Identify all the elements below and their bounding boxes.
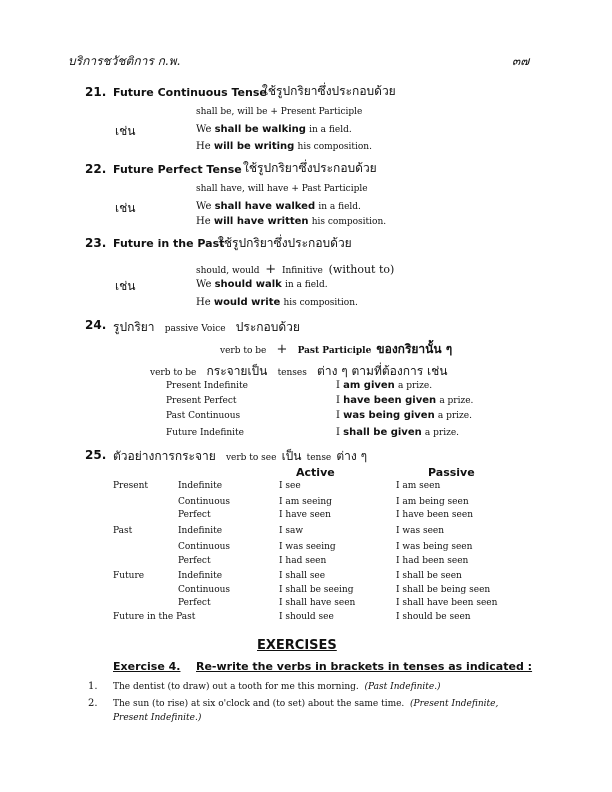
exercise-4-instructions: Re-write the verbs in brackets in tenses as indicated : [196, 660, 533, 673]
section-22-example-2: He will have written his composition. [196, 216, 387, 227]
table-passive: I was being seen [396, 542, 473, 552]
table-tense: Indefinite [178, 481, 223, 491]
section-24-conjugation-note: verb to be กระจายเป็น tenses ต่าง ๆ ตามที่ต้องการ เช่น [150, 364, 448, 378]
table-passive: I had been seen [396, 556, 469, 566]
table-group: Past [113, 526, 133, 536]
table-active: I was seeing [279, 542, 336, 552]
table-tense: Continuous [178, 542, 231, 552]
section-21-formula: shall be, will be + Present Participle [196, 107, 363, 117]
table-group: Future in the Past [113, 612, 196, 622]
exercise-item-number: 1. [88, 681, 98, 692]
table-active: I shall be seeing [279, 585, 354, 595]
section-22-number: 22. [85, 162, 107, 176]
table-passive: I should be seen [396, 612, 471, 622]
page-number: ๓๗ [512, 54, 530, 68]
section-25-heading: ตัวอย่างการกระจาย verb to see เป็น tense ต่าง ๆ [113, 449, 368, 463]
table-active: I have seen [279, 510, 331, 520]
section-22-formula: shall have, will have + Past Participle [196, 184, 368, 194]
passive-column-header: Passive [428, 466, 475, 479]
table-active: I see [279, 481, 301, 491]
table-tense: Indefinite [178, 526, 223, 536]
section-23-title: Future in the Past [113, 237, 225, 250]
table-tense: Indefinite [178, 571, 223, 581]
section-21-thai: ใช้รูปกริยาซึ่งประกอบด้วย [262, 84, 396, 98]
table-active: I am seeing [279, 497, 332, 507]
section-22-eg: เช่น [115, 201, 136, 215]
table-passive: I have been seen [396, 510, 473, 520]
section-22-example-1: We shall have walked in a field. [196, 201, 361, 212]
passive-row-label: Future Indefinite [166, 428, 245, 438]
section-21-number: 21. [85, 85, 107, 99]
table-active: I shall have seen [279, 598, 356, 608]
section-24-heading: รูปกริยา passive Voice ประกอบด้วย [113, 320, 300, 334]
section-23-formula: should, would + Infinitive (without to) [196, 262, 395, 277]
section-24-number: 24. [85, 318, 107, 332]
table-group: Present [113, 481, 149, 491]
section-24-formula: verb to be + Past Participle ของกริยานั้น ๆ [220, 342, 453, 357]
table-active: I saw [279, 526, 304, 536]
section-23-eg: เช่น [115, 279, 136, 293]
section-21-example-2: He will be writing his composition. [196, 141, 372, 152]
section-23-thai: ใช้รูปกริยาซึ่งประกอบด้วย [218, 236, 352, 250]
table-active: I had seen [279, 556, 327, 566]
table-tense: Continuous [178, 497, 231, 507]
table-passive: I was seen [396, 526, 445, 536]
passive-row-example: I have been given a prize. [336, 395, 474, 406]
passive-row-example: I shall be given a prize. [336, 427, 460, 438]
section-21-title: Future Continuous Tense [113, 86, 267, 99]
exercises-title: EXERCISES [257, 638, 337, 653]
table-passive: I shall be seen [396, 571, 462, 581]
passive-row-label: Present Perfect [166, 396, 237, 406]
passive-row-example: I was being given a prize. [336, 410, 472, 421]
passive-row-label: Present Indefinite [166, 381, 248, 391]
section-22-thai: ใช้รูปกริยาซึ่งประกอบด้วย [243, 161, 377, 175]
table-passive: I am being seen [396, 497, 469, 507]
passive-row-label: Past Continuous [166, 411, 241, 421]
exercise-item-continuation: Present Indefinite.) [113, 713, 202, 723]
table-active: I should see [279, 612, 334, 622]
section-23-number: 23. [85, 236, 107, 250]
table-tense: Perfect [178, 510, 211, 520]
exercise-item: The sun (to rise) at six o'clock and (to set) about the same time. (Present Indefinite, [113, 699, 499, 709]
running-header: บริการชวัชติการ ก.พ. [68, 54, 181, 68]
exercise-item: The dentist (to draw) out a tooth for me this morning. (Past Indefinite.) [113, 682, 441, 692]
section-21-eg: เช่น [115, 124, 136, 138]
passive-row-example: I am given a prize. [336, 380, 433, 391]
table-passive: I shall be being seen [396, 585, 491, 595]
table-tense: Perfect [178, 598, 211, 608]
exercise-item-number: 2. [88, 698, 98, 709]
table-passive: I shall have been seen [396, 598, 498, 608]
section-23-example-1: We should walk in a field. [196, 279, 328, 290]
table-group: Future [113, 571, 145, 581]
active-column-header: Active [296, 466, 335, 479]
exercise-4-label: Exercise 4. [113, 660, 181, 673]
section-25-number: 25. [85, 448, 107, 462]
table-passive: I am seen [396, 481, 441, 491]
table-tense: Perfect [178, 556, 211, 566]
section-22-title: Future Perfect Tense [113, 163, 242, 176]
section-21-example-1: We shall be walking in a field. [196, 124, 352, 135]
table-tense: Continuous [178, 585, 231, 595]
table-active: I shall see [279, 571, 326, 581]
section-23-example-2: He would write his composition. [196, 297, 358, 308]
